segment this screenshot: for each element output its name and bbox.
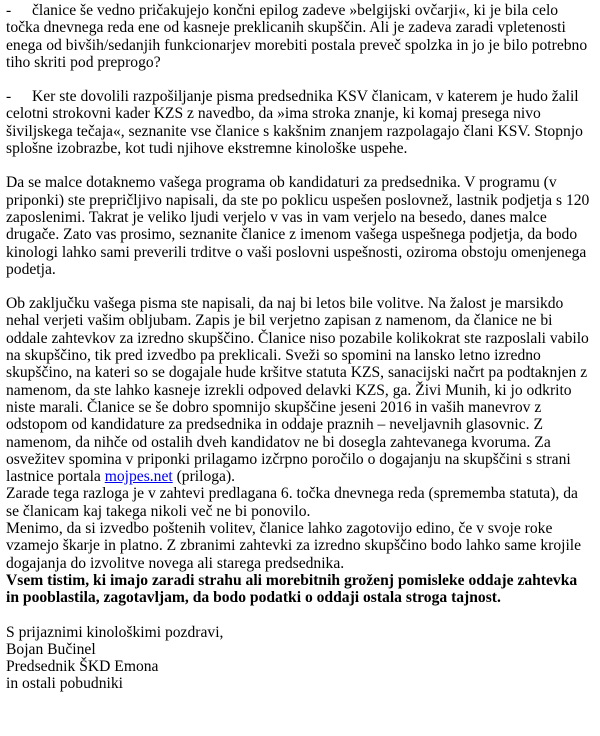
- bullet-dash: -: [6, 2, 12, 19]
- paragraph-fair-elections: Menimo, da si izvedbo poštenih volitev, članice lahko zagotovijo edino, če v svoje roke vzamejo škarje in platno. Z zbranimi zahtevki za izredno skupščino bodo lahko same krojile dogajanja do izvolitve novega ali starega predsednika.: [6, 520, 582, 572]
- paragraph-confidentiality: [6, 572, 594, 607]
- bold-statement: Vsem tistim, ki imajo zaradi strahu ali morebitnih groženj pomisleke oddaje zahtevka in pooblastila, zagotavljam, da bodo podatki o oddaji ostala stroga tajnost.: [6, 571, 578, 607]
- paragraph-program: Da se malce dotaknemo vašega programa ob kandidaturi za predsednika. V programu (v priponki) ste prepričljivo napisali, da ste po poklicu uspešen poslovnež, lastnik podjetja s 120 zaposlenimi. Takrat je veliko ljudi verjelo v vas in vam verjelo na besedo, danes malce drugače. Zato vas prosimo, seznanite članice z imenom vašega uspešnega podjetja, da bodo kinologi lahko sami preverili trditve o vaši poslovni uspešnosti, oziroma obstoju omenjenega podetja.: [6, 174, 590, 278]
- signature-others: in ostali pobudniki: [6, 675, 123, 693]
- paragraph-statute: Zarade tega razloga je v zahtevi predlagana 6. točka dnevnega reda (sprememba statuta), da se članicam kaj takega nikoli več ne bi ponovilo.: [6, 485, 578, 520]
- paragraph-spacer: [6, 157, 594, 174]
- paragraph-spacer: [6, 607, 594, 624]
- signature-role: Predsednik ŠKD Emona: [6, 658, 159, 676]
- bullet-text: članice še vedno pričakujejo končni epilog zadeve »belgijski ovčarji«, ki je bila celo točka dnevnega reda ene od kasneje preklicanih skupščin. Ali je zadeva zaradi vpletenosti enega od bivših/sedanjih funkcionarjev morebiti postala preveč spolzka in jo je bilo potrebno tiho skriti pod preprogo?: [6, 2, 588, 71]
- paragraph-elections-after: (priloga).: [172, 468, 236, 486]
- signature-greeting: S prijaznimi kinološkimi pozdravi,: [6, 623, 224, 641]
- bullet-item-ksv-letter: [6, 88, 594, 157]
- paragraph-elections-text: Ob zaključku vašega pisma ste napisali, da naj bi letos bile volitve. Na žalost je marsikdo nehal verjeti vašim obljubam. Zapis je bil verjetno zapisan z namenom, da članice ne bi oddale zahtevkov za izredno skupščino. Članice niso pozabile kolikokrat ste razposlali vabilo na skupščino, tik pred izvedbo pa preklicali. Sveži so spomini na lansko letno izredno skupščino, na kateri so se dogajale hude kršitve statuta KZS, sanacijski načrt pa podtaknjen z namenom, da ste lahko kasneje izrekli odpoved delavki KZS, ga. Živi Munih, ki jo odkrito niste marali. Članice se še dobro spomnijo skupščine jeseni 2016 in vaših manevrov z odstopom od kandidature za predsednika in oddaje praznih – neveljavnih glasovnic. Z namenom, da nihče od ostalih dveh kandidatov ne bi dosegla zahtevanega kvoruma. Za osvežitev spomina v priponki prilagamo izčrpno poročilo o dogajanju na skupščini s strani lastnice portala: [6, 295, 589, 486]
- paragraph-elections: [6, 295, 594, 485]
- mojpes-link[interactable]: mojpes.net: [104, 468, 173, 486]
- signature-name: Bojan Bučinel: [6, 640, 96, 658]
- paragraph-spacer: [6, 71, 594, 88]
- paragraph-spacer: [6, 278, 594, 295]
- bullet-item-belgian-shepherds: [6, 2, 594, 71]
- bullet-dash: -: [6, 88, 12, 106]
- bullet-text: Ker ste dovolili razpošiljanje pisma predsednika KSV članicam, v katerem je hudo žalil celotni strokovni kader KZS z navedbo, da »ima stroka znanje, ki komaj presega nivo šiviljskega tečaja«, seznanite vse članice s kakšnim znanjem razpolagajo člani KSV. Stopnjo splošne izobrazbe, kot tudi njihove ekstremne kinološke uspehe.: [6, 88, 583, 158]
